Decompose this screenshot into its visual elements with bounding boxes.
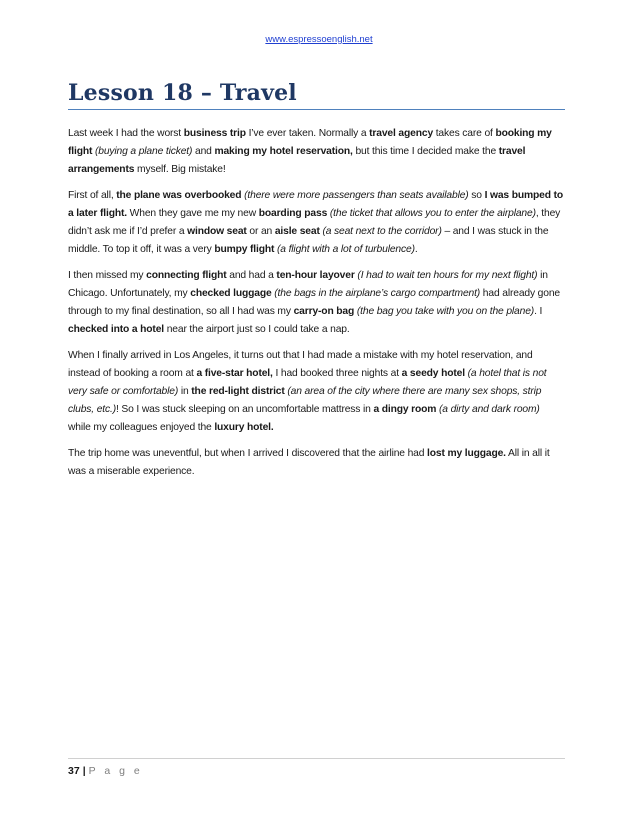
footer-separator: | [82, 765, 86, 777]
page-label: P a g e [88, 765, 143, 777]
text-run: First of all, [68, 190, 117, 201]
text-run: and had a [226, 270, 277, 281]
vocab-term: a dingy room [373, 404, 437, 415]
page-number: 37 [68, 765, 80, 777]
vocab-term: ten-hour layover [276, 270, 355, 281]
vocab-term: checked into a hotel [68, 324, 164, 335]
text-run: I then missed my [68, 270, 147, 281]
vocab-term: business trip [183, 128, 246, 139]
vocab-term: travel arrangements [68, 146, 526, 175]
text-run: in [178, 386, 192, 397]
vocab-term: window seat [187, 226, 247, 237]
vocab-term: the plane was overbooked [116, 190, 242, 201]
vocab-term: making my hotel reservation, [214, 146, 353, 157]
paragraph [68, 187, 565, 259]
vocab-term: a seedy hotel [401, 368, 465, 379]
text-run: while my colleagues enjoyed the [68, 422, 215, 433]
paragraph [68, 445, 565, 481]
text-run: and [192, 146, 215, 157]
definition-text: (buying a plane ticket) [94, 146, 193, 157]
text-run: I’ve ever taken. Normally a [245, 128, 370, 139]
definition-text: (a hotel that is not very safe or comfortable) [68, 368, 547, 397]
text-run: near the airport just so I could take a nap. [164, 324, 350, 335]
vocab-term: booking my flight [68, 128, 552, 157]
definition-text: (the bags in the airplane’s cargo compartment) [274, 288, 481, 299]
lesson-body [68, 125, 565, 489]
vocab-term: aisle seat [274, 226, 320, 237]
vocab-term: luxury hotel. [214, 422, 274, 433]
text-run: takes care of [433, 128, 496, 139]
vocab-term: lost my luggage. [427, 448, 506, 459]
vocab-term: carry-on bag [293, 306, 355, 317]
text-run: ! So I was stuck sleeping on an uncomfortable mattress in [116, 404, 374, 415]
vocab-term: the red-light district [191, 386, 285, 397]
text-run: but this time I decided make the [352, 146, 499, 157]
vocab-term: checked luggage [190, 288, 272, 299]
text-run: had already gone through to my final destination, so all I had was my [68, 288, 560, 317]
definition-text: (the ticket that allows you to enter the airplane) [329, 208, 536, 219]
paragraph [68, 347, 565, 437]
text-run: When I finally arrived in Los Angeles, it turns out that I had made a mistake with my hotel reservation, and instead of booking a room at [68, 350, 533, 379]
text-run: . [414, 244, 418, 255]
text-run: , they didn’t ask me if I’d prefer a [68, 208, 561, 237]
text-run: or an [246, 226, 275, 237]
text-run: The trip home was uneventful, but when I arrived I discovered that the airline had [68, 448, 428, 459]
vocab-term: boarding pass [258, 208, 328, 219]
vocab-term: a five-star hotel, [196, 368, 273, 379]
definition-text: (I had to wait ten hours for my next flight) [357, 270, 538, 281]
text-run: – and I was stuck in the middle. To top it off, it was a very [68, 226, 549, 255]
text-run: When they gave me my new [126, 208, 259, 219]
definition-text: (a flight with a lot of turbulence) [277, 244, 415, 255]
footer-divider [68, 758, 565, 759]
text-run: myself. Big mistake! [134, 164, 226, 175]
paragraph [68, 267, 565, 339]
vocab-term: travel agency [369, 128, 434, 139]
title-underline [68, 109, 565, 110]
text-run: so [468, 190, 485, 201]
lesson-title: Lesson 18 – Travel [68, 80, 297, 106]
text-run: in Chicago. Unfortunately, my [68, 270, 548, 299]
text-run: Last week I had the worst [68, 128, 184, 139]
text-run: I had booked three nights at [272, 368, 402, 379]
definition-text: (an area of the city where there are many sex shops, strip clubs, etc.) [68, 386, 542, 415]
definition-text: (the bag you take with you on the plane) [356, 306, 535, 317]
vocab-term: connecting flight [146, 270, 227, 281]
vocab-term: bumpy flight [214, 244, 275, 255]
paragraph [68, 125, 565, 179]
definition-text: (there were more passengers than seats available) [244, 190, 469, 201]
website-link[interactable]: www.espressoenglish.net [265, 34, 373, 45]
text-run: . I [534, 306, 543, 317]
vocab-term: I was bumped to a later flight. [68, 190, 563, 219]
definition-text: (a seat next to the corridor) [322, 226, 442, 237]
page-footer [68, 765, 143, 777]
definition-text: (a dirty and dark room) [439, 404, 540, 415]
text-run: All in all it was a miserable experience. [68, 448, 550, 477]
